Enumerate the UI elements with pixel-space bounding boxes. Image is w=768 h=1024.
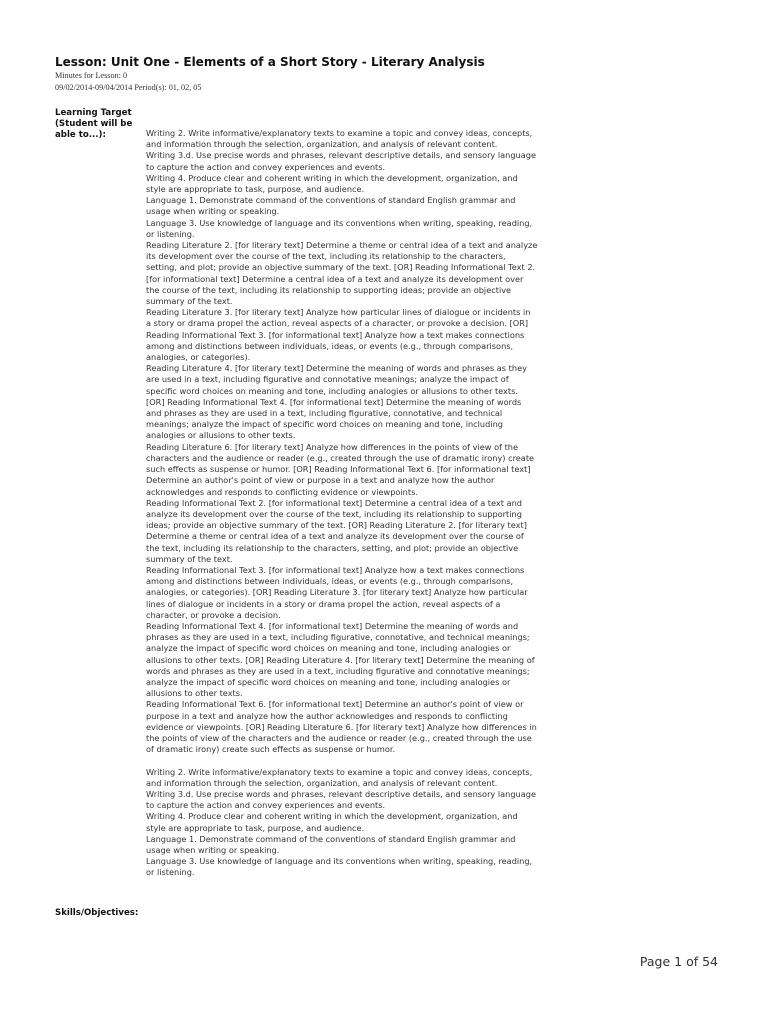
standard-paragraph: Reading Informational Text 2. [for informational text] Determine a central idea of a text and analyze its development over the course of the text, including its relationship to supporting ideas; provide an objective summary of the text. [OR] Reading Literature 2. [for literary text] Determine a theme or central idea of a text and analyze its development over the course of the text, including its relationship to the characters, setting, and plot; provide an objective summary of the text. <box>146 497 527 564</box>
standard-paragraph: Writing 4. Produce clear and coherent writing in which the development, organization, and style are appropriate to task, purpose, and audience. <box>146 811 518 833</box>
standard-paragraph: Writing 2. Write informative/explanatory texts to examine a topic and convey ideas, concepts, and information through the selection, organization, and analysis of relevant content. <box>146 128 533 150</box>
lesson-dates-periods: 09/02/2014-09/04/2014 Period(s): 01, 02, 05 <box>55 83 202 92</box>
lesson-minutes: Minutes for Lesson: 0 <box>55 71 128 80</box>
standard-paragraph: Language 1. Demonstrate command of the conventions of standard English grammar and usage when writing or speaking. <box>146 195 516 217</box>
standard-paragraph: Writing 2. Write informative/explanatory texts to examine a topic and convey ideas, concepts, and information through the selection, organization, and analysis of relevant content. <box>146 766 533 788</box>
standard-paragraph: Reading Informational Text 4. [for informational text] Determine the meaning of words and phrases as they are used in a text, including figurative, connotative, and technical meanings; analyze the impact of specific word choices on meaning and tone, including analogies or allusions to other texts. [OR] Reading Literature 4. [for literary text] Determine the meaning of words and phrases as they are used in a text, including figurative and connotative meanings; analyze the impact of specific word choices on meaning and tone, including analogies or allusions to other texts. <box>146 620 535 699</box>
standard-paragraph: Writing 3.d. Use precise words and phrases, relevant descriptive details, and sensory language to capture the action and convey experiences and events. <box>146 150 536 172</box>
skills-objectives-label: Skills/Objectives: <box>55 908 139 918</box>
group-spacer <box>146 755 538 766</box>
standard-paragraph: Reading Literature 2. [for literary text] Determine a theme or central idea of a text and analyze its development over the course of the text, including its relationship to the characters, setting, and plot; provide an objective summary of the text. [OR] Reading Informational Text 2. [for informational text] Determine a central idea of a text and analyze its development over the course of the text, including its relationship to supporting ideas; provide an objective summary of the text. <box>146 240 538 307</box>
learning-target-content <box>146 128 538 879</box>
lesson-title: Lesson: Unit One - Elements of a Short Story - Literary Analysis <box>55 55 485 69</box>
page-number: Page 1 of 54 <box>639 954 718 969</box>
standard-paragraph: Language 1. Demonstrate command of the conventions of standard English grammar and usage when writing or speaking. <box>146 833 516 855</box>
standard-paragraph: Language 3. Use knowledge of language and its conventions when writing, speaking, reading, or listening. <box>146 217 533 239</box>
standard-paragraph: Reading Informational Text 6. [for informational text] Determine an author's point of view or purpose in a text and analyze how the author acknowledges and responds to conflicting evidence or viewpoints. [OR] Reading Literature 6. [for literary text] Analyze how differences in the points of view of the characters and the audience or reader (e.g., created through the use of dramatic irony) create such effects as suspense or humor. <box>146 699 537 755</box>
learning-target-group-2 <box>146 767 538 879</box>
standard-paragraph: Reading Informational Text 3. [for informational text] Analyze how a text makes connections among and distinctions between individuals, ideas, or events (e.g., through comparisons, analogies, or categories). [OR] Reading Literature 3. [for literary text] Analyze how particular lines of dialogue or incidents in a story or drama propel the action, reveal aspects of a character, or provoke a decision. <box>146 564 528 620</box>
standard-paragraph: Writing 4. Produce clear and coherent writing in which the development, organization, and style are appropriate to task, purpose, and audience. <box>146 172 518 195</box>
standard-paragraph: Reading Literature 3. [for literary text] Analyze how particular lines of dialogue or incidents in a story or drama propel the action, reveal aspects of a character, or provoke a decision. [OR] Reading Informational Text 3. [for informational text] Analyze how a text makes connections among and distinctions between individuals, ideas, or events (e.g., through comparisons, analogies, or categories). <box>146 307 531 363</box>
standard-paragraph: Language 3. Use knowledge of language and its conventions when writing, speaking, reading, or listening. <box>146 856 533 878</box>
standard-paragraph: Reading Literature 6. [for literary text] Analyze how differences in the points of view of the characters and the audience or reader (e.g., created through the use of dramatic irony) create such effects as suspense or humor. [OR] Reading Informational Text 6. [for informational text] Determine an author's point of view or purpose in a text and analyze how the author acknowledges and responds to conflicting evidence or viewpoints. <box>146 441 535 497</box>
standard-paragraph: Reading Literature 4. [for literary text] Determine the meaning of words and phrases as they are used in a text, including figurative and connotative meanings; analyze the impact of specific word choices on meaning and tone, including analogies or allusions to other texts. [OR] Reading Informational Text 4. [for informational text] Determine the meaning of words and phrases as they are used in a text, including figurative, connotative, and technical meanings; analyze the impact of specific word choices on meaning and tone, including analogies or allusions to other texts. <box>146 363 527 441</box>
learning-target-group-1 <box>146 128 538 755</box>
standard-paragraph: Writing 3.d. Use precise words and phrases, relevant descriptive details, and sensory language to capture the action and convey experiences and events. <box>146 788 536 811</box>
learning-target-label: Learning Target (Student will be able to...): <box>55 108 133 141</box>
